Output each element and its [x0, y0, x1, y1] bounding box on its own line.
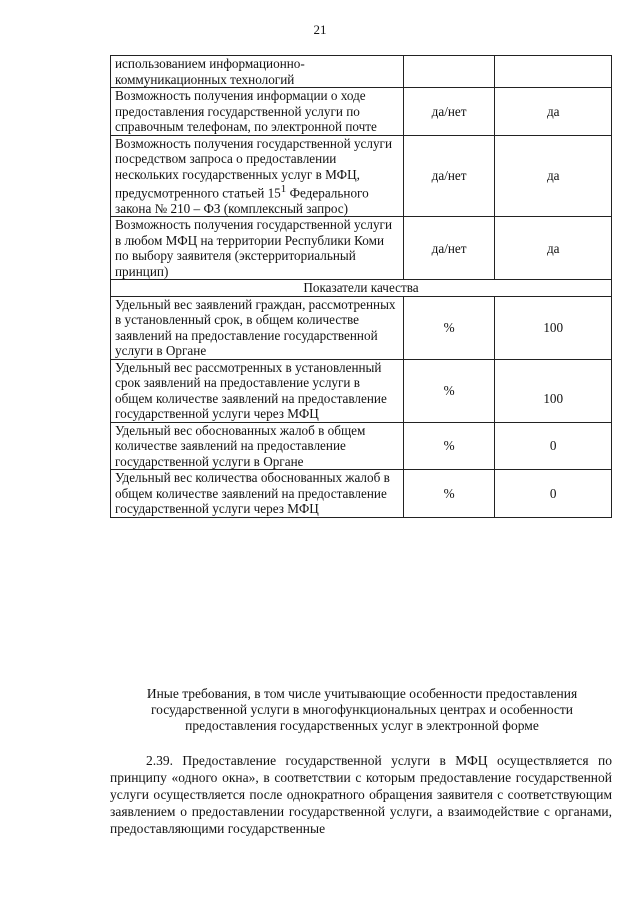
table-row [111, 422, 612, 470]
indicator-text: Федерального закона № 210 – ФЗ (комплексный запрос) [115, 185, 369, 216]
unit-cell: % [403, 359, 495, 422]
table-row [111, 296, 612, 359]
requirements-table [110, 55, 612, 518]
table-row [111, 56, 612, 88]
value-cell: 100 [495, 296, 612, 359]
body-paragraph: 2.39. Предоставление государственной услуги в МФЦ осуществляется по принципу «одного окна», в соответствии с которым предоставление государственной услуги осуществляется после однократного обращения заявителя с соответствующим заявлением о предоставлении государственной услуги, а взаимодействие с органами, предоставляющими государственные [110, 753, 612, 836]
indicator-cell: Удельный вес обоснованных жалоб в общем количестве заявлений на предоставление государственной услуги в Органе [111, 422, 404, 470]
table-row [111, 217, 612, 280]
superscript: 1 [280, 183, 287, 195]
value-cell: 100 [495, 359, 612, 422]
indicator-cell: Удельный вес заявлений граждан, рассмотренных в установленный срок, в общем количестве заявлений на предоставление государственной услуги в Органе [111, 296, 404, 359]
unit-cell: % [403, 296, 495, 359]
table-row [111, 470, 612, 518]
section-row [111, 280, 612, 297]
unit-cell: да/нет [403, 135, 495, 217]
table-row [111, 88, 612, 136]
indicator-cell [111, 135, 404, 217]
value-cell: да [495, 217, 612, 280]
page-number: 21 [313, 22, 327, 37]
value-cell: 0 [495, 422, 612, 470]
value-cell: да [495, 88, 612, 136]
indicator-text: Возможность получения государственной услуги посредством запроса о предоставлении нескольких государственных услуг в МФЦ, предусмотренного статьей 15 [115, 135, 393, 201]
value-cell: 0 [495, 470, 612, 518]
indicator-cell: Удельный вес количества обоснованных жалоб в общем количестве заявлений на предоставление государственной услуги через МФЦ [111, 470, 404, 518]
value-cell: да [495, 135, 612, 217]
unit-cell: да/нет [403, 217, 495, 280]
section-heading: Иные требования, в том числе учитывающие особенности предоставления государственной услуги в многофункциональных центрах и особенности предоставления государственных услуг в электронной форме [146, 686, 578, 733]
unit-cell: да/нет [403, 88, 495, 136]
unit-cell: % [403, 422, 495, 470]
unit-cell [403, 56, 495, 88]
indicator-cell: использованием информационно-коммуникационных технологий [111, 56, 404, 88]
table-row [111, 135, 612, 217]
indicator-cell: Удельный вес рассмотренных в установленный срок заявлений на предоставление услуги в общем количестве заявлений на предоставление государственной услуги через МФЦ [111, 359, 404, 422]
unit-cell: % [403, 470, 495, 518]
section-title: Показатели качества [111, 280, 612, 297]
table-row [111, 359, 612, 422]
indicator-cell: Возможность получения информации о ходе предоставления государственной услуги по справочным телефонам, по электронной почте [111, 88, 404, 136]
indicator-cell: Возможность получения государственной услуги в любом МФЦ на территории Республики Коми по выбору заявителя (экстерриториальный принцип) [111, 217, 404, 280]
value-cell [495, 56, 612, 88]
